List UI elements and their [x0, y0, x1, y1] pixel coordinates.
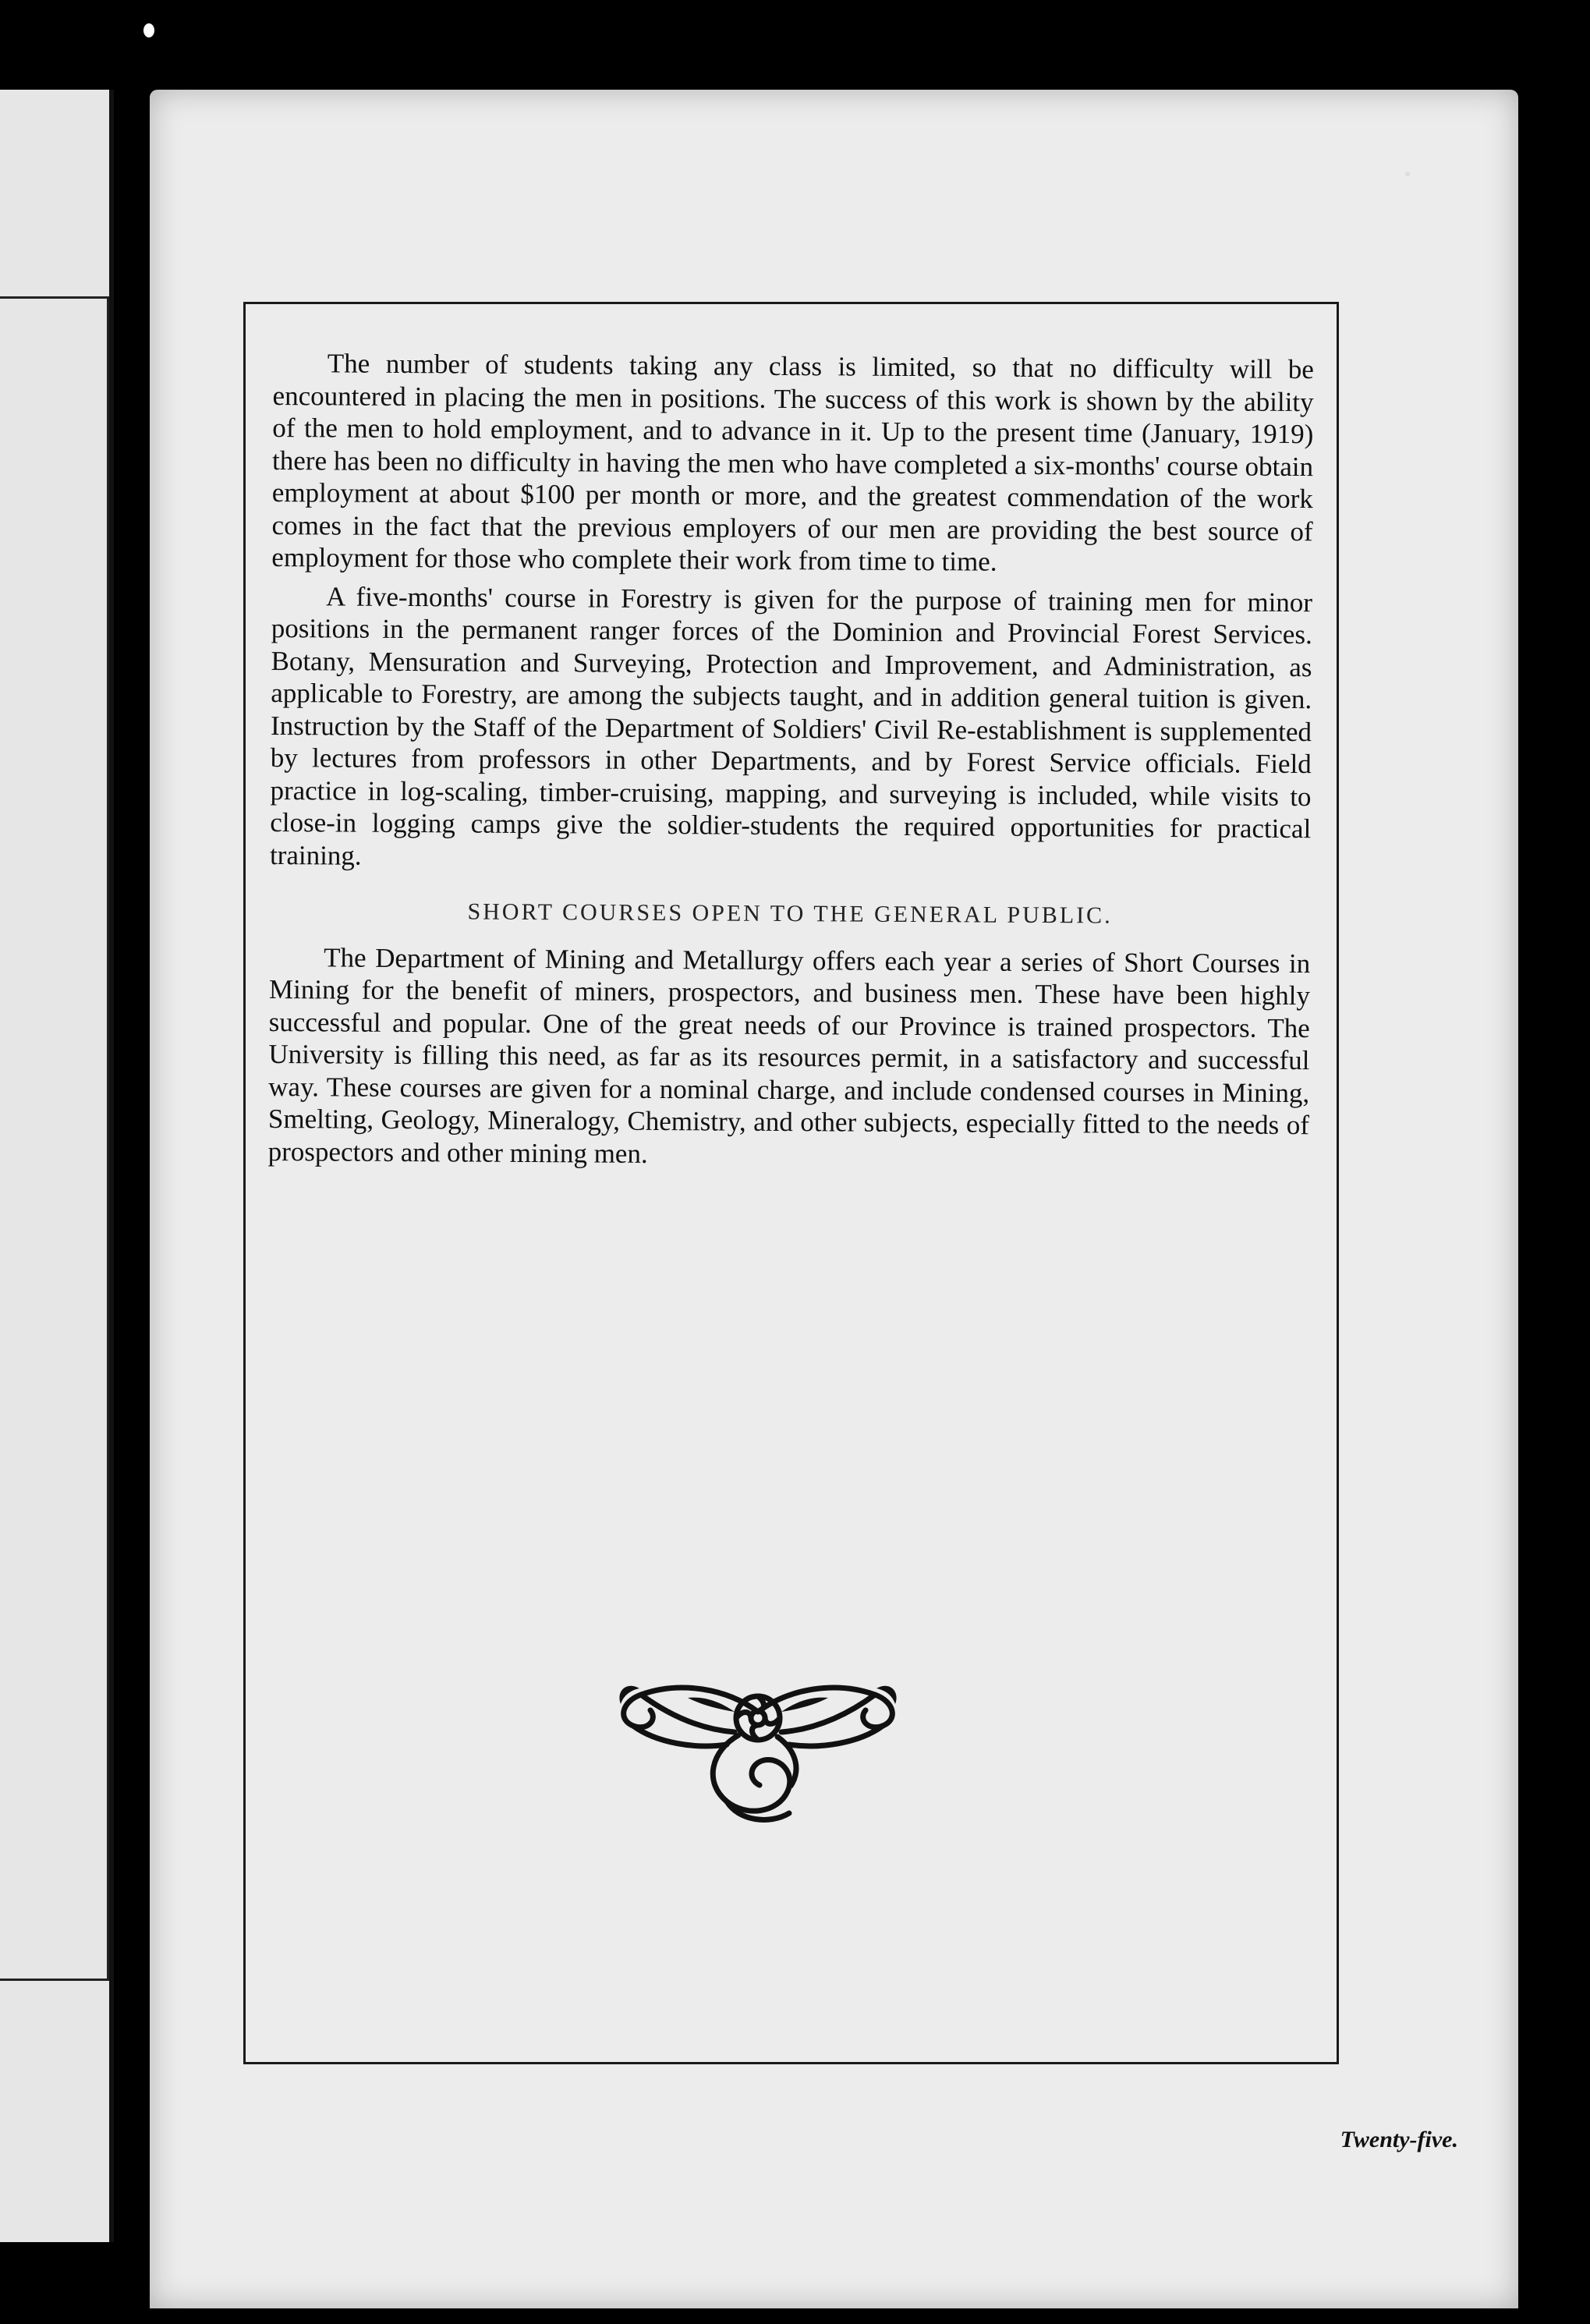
paragraph-short-courses: The Department of Mining and Metallurgy offers each year a series of Short Courses in Mining for the benefit of miners, prospectors, and business men. These have been highly successful and popular. One of the great needs of our Province is trained prospectors. The University is filling this need, as far as its resources permit, in a satisfactory and successful way. These courses are given for a nominal charge, and include condensed courses in Mining, Smelting, Geology, Mineralogy, Chemistry, and other subjects, especially fitted to the needs of prospectors and other mining men.	[267, 941, 1311, 1169]
scan-speck	[1405, 172, 1410, 176]
adjacent-left-page-edge	[0, 90, 114, 2242]
section-heading: SHORT COURSES OPEN TO THE GENERAL PUBLIC.	[467, 898, 1113, 929]
art-nouveau-floral-ornament-icon	[610, 1657, 906, 1829]
scan-speck	[143, 23, 154, 37]
left-page-frame-edge	[0, 296, 109, 1981]
paragraph-forestry-course: A five-months' course in Forestry is given for the purpose of training men for minor positions in the permanent ranger forces of the Dominion and Provincial Forest Services. Botany, Mensuration and Surveying, Protection and Improvement, and Administration, as applicable to Forestry, are among the subjects taught, and in addition general tuition is given. Instruction by the Staff of the Department of Soldiers' Civil Re-establishment is supplemented by lectures from professors in other Departments, and by Forest Service officials. Field practice in log-scaling, timber-cruising, mapping, and surveying is included, while visits to close-in logging camps give the soldier-students the required opportunities for practical training.	[269, 580, 1313, 871]
book-page	[150, 90, 1518, 2308]
paragraph-placement: The number of students taking any class is limited, so that no difficulty will be encountered in placing the men in positions. The success of this work is shown by the ability of the men to hold employment, and to advance in it. Up to the present time (January, 1919) there has been no difficulty in having the men who have completed a six-months' course obtain employment at about $100 per month or more, and the greatest commendation of the work comes in the fact that the previous employers of our men are providing the best source of employment for those who complete their work from time to time.	[271, 348, 1314, 577]
page-number: Twenty-five.	[1340, 2127, 1458, 2152]
body-text	[268, 347, 1314, 1174]
